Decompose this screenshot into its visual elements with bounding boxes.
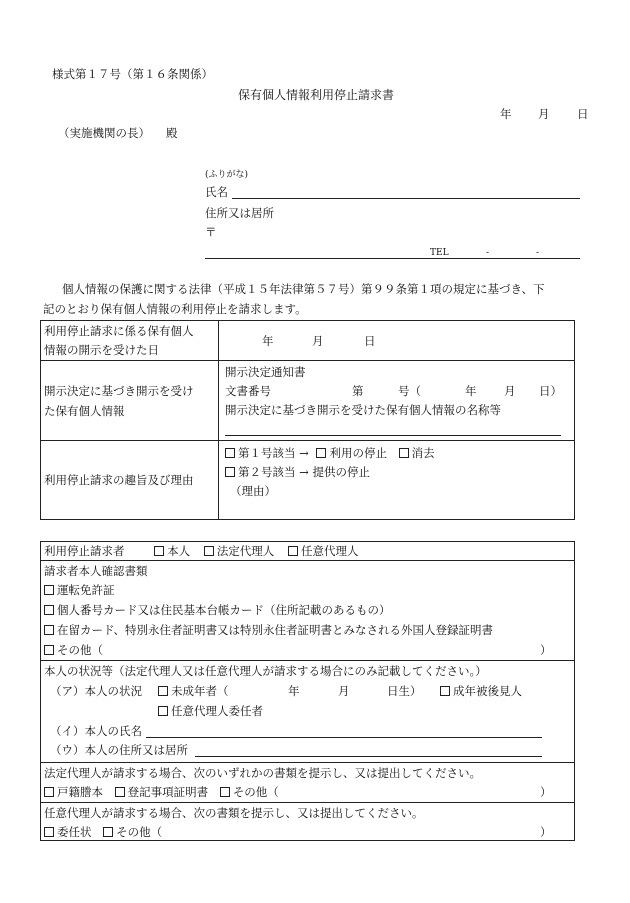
koseki-checkbox[interactable] xyxy=(44,787,54,797)
tel-separator-2: - xyxy=(536,248,540,258)
clause1-text: 第１号該当 → xyxy=(238,446,309,460)
document-number-go: 号（ xyxy=(398,384,421,398)
id-residence-option[interactable] xyxy=(44,623,493,637)
voluntary-rep-checkbox[interactable] xyxy=(288,546,298,556)
id-other-text: その他（ xyxy=(57,643,103,657)
birth-year: 年 xyxy=(288,684,300,698)
id-license-option[interactable] xyxy=(44,583,115,597)
table1-row-divider-1 xyxy=(40,360,575,361)
intro-line-2: 記のとおり保有個人情報の利用停止を請求します。 xyxy=(43,302,307,316)
address-underline[interactable] xyxy=(205,258,580,259)
legal-other-text: その他（ xyxy=(232,785,279,799)
disclosed-info-name-underline[interactable] xyxy=(225,435,561,436)
residence-card-text: 在留カード、特別永住者証明書又は特別永住者証明書とみなされる外国人登録証明書 xyxy=(57,623,493,637)
purpose-reason-label: 利用停止請求の趣旨及び理由 xyxy=(44,473,194,487)
principal-status-title: 本人の状況等（法定代理人又は任意代理人が請求する場合にのみ記載してください。） xyxy=(44,664,487,678)
voluntary-rep-docs-row xyxy=(44,825,162,839)
table2-row-divider-4 xyxy=(40,802,575,803)
license-text: 運転免許証 xyxy=(57,583,115,597)
clause2-checkbox[interactable] xyxy=(225,467,235,477)
disclosure-date-year[interactable]: 年 xyxy=(262,334,274,348)
postal-mark: 〒 xyxy=(205,225,217,239)
principal-status-label: （ア）本人の状況 xyxy=(50,684,142,698)
license-checkbox[interactable] xyxy=(44,585,54,595)
birth-day: 日生） xyxy=(387,684,422,698)
power-of-attorney-text: 委任状 xyxy=(57,825,92,839)
ward-checkbox[interactable] xyxy=(440,686,450,696)
id-other-option[interactable] xyxy=(44,643,103,657)
table2-row-divider-1 xyxy=(40,560,575,561)
furigana-label: (ふりがな) xyxy=(205,170,249,180)
self-checkbox[interactable] xyxy=(154,546,164,556)
disclosure-date-day[interactable]: 日 xyxy=(364,334,376,348)
disclosure-date-month[interactable]: 月 xyxy=(312,334,324,348)
vol-other-checkbox[interactable] xyxy=(103,827,113,837)
id-docs-title: 請求者本人確認書類 xyxy=(44,564,148,578)
disclosure-notice-label: 開示決定通知書 xyxy=(225,365,306,379)
voluntary-rep-docs-title: 任意代理人が請求する場合、次の書類を提示し、又は提出してください。 xyxy=(44,806,424,820)
document-number-label: 文書番号 xyxy=(225,384,271,398)
addressee-label: （実施機関の長） xyxy=(58,126,150,140)
clause2-option[interactable] xyxy=(225,465,370,479)
table1-column-divider xyxy=(218,320,219,520)
id-other-close: ） xyxy=(540,643,552,657)
form-title: 保有個人情報利用停止請求書 xyxy=(238,88,395,102)
minor-checkbox[interactable] xyxy=(158,686,168,696)
name-underline[interactable] xyxy=(232,198,580,199)
mynumber-text: 個人番号カード又は住民基本台帳カード（住所記載のあるもの） xyxy=(57,603,391,617)
principal-option[interactable] xyxy=(158,704,263,718)
vol-other-text: その他（ xyxy=(116,825,163,839)
minor-text: 未成年者（ xyxy=(171,684,229,698)
legal-rep-text: 法定代理人 xyxy=(216,544,275,558)
registry-checkbox[interactable] xyxy=(115,787,125,797)
requester-type-row xyxy=(44,544,358,558)
requester-type-label: 利用停止請求者 xyxy=(44,544,125,558)
vol-other-close: ） xyxy=(540,825,552,839)
mynumber-checkbox[interactable] xyxy=(44,605,54,615)
ward-text: 成年被後見人 xyxy=(453,684,522,698)
principal-name-label: （イ）本人の氏名 xyxy=(50,724,142,738)
id-mynumber-option[interactable] xyxy=(44,603,391,617)
legal-rep-docs-row xyxy=(44,785,279,799)
clause1-option[interactable] xyxy=(225,446,435,460)
self-text: 本人 xyxy=(167,544,191,558)
address-label: 住所又は居所 xyxy=(205,206,274,220)
disclosed-info-name-label: 開示決定に基づき開示を受けた保有個人情報の名称等 xyxy=(225,403,501,417)
voluntary-rep-text: 任意代理人 xyxy=(300,544,359,558)
reason-label: （理由） xyxy=(230,484,276,498)
table2-row-divider-2 xyxy=(40,660,575,661)
name-label: 氏名 xyxy=(205,185,228,199)
disclosure-date-label-2: 情報の開示を受けた日 xyxy=(44,343,159,357)
document-date-year: 年 xyxy=(465,384,477,398)
table2-row-divider-3 xyxy=(40,762,575,763)
disclosed-info-label-2: た保有個人情報 xyxy=(44,404,125,418)
koseki-text: 戸籍謄本 xyxy=(57,785,103,799)
document-number-dai: 第 xyxy=(352,384,364,398)
suspend-use-text: 利用の停止 xyxy=(329,446,387,460)
legal-rep-docs-title: 法定代理人が請求する場合、次のいずれかの書類を提示し、又は提出してください。 xyxy=(44,766,481,780)
date-month: 月 xyxy=(538,107,550,121)
id-other-checkbox[interactable] xyxy=(44,645,54,655)
tel-separator-1: - xyxy=(486,248,490,258)
document-date-day: 日） xyxy=(539,384,562,398)
table1-row-divider-2 xyxy=(40,440,575,441)
ward-option[interactable] xyxy=(440,684,522,698)
erase-text: 消去 xyxy=(411,446,435,460)
principal-address-underline[interactable] xyxy=(195,756,542,757)
tel-label: TEL xyxy=(430,248,449,258)
suspend-use-checkbox[interactable] xyxy=(316,448,326,458)
birth-month: 月 xyxy=(338,684,350,698)
erase-checkbox[interactable] xyxy=(399,448,409,458)
principal-name-underline[interactable] xyxy=(146,737,542,738)
date-day: 日 xyxy=(577,107,589,121)
disclosed-info-label-1: 開示決定に基づき開示を受け xyxy=(44,384,194,398)
document-date-month: 月 xyxy=(504,384,516,398)
legal-other-close: ） xyxy=(540,785,552,799)
minor-option[interactable] xyxy=(158,684,229,698)
principal-text: 任意代理人委任者 xyxy=(171,704,263,718)
legal-other-checkbox[interactable] xyxy=(220,787,230,797)
clause1-checkbox[interactable] xyxy=(225,448,235,458)
clause2-text: 第２号該当 → 提供の停止 xyxy=(238,465,370,479)
form-number: 様式第１７号（第１６条関係） xyxy=(52,67,213,81)
disclosure-date-label-1: 利用停止請求に係る保有個人 xyxy=(44,324,194,338)
principal-checkbox[interactable] xyxy=(158,706,168,716)
addressee-suffix: 殿 xyxy=(166,126,178,140)
power-of-attorney-checkbox[interactable] xyxy=(44,827,54,837)
intro-line-1: 個人情報の保護に関する法律（平成１５年法律第５７号）第９９条第１項の規定に基づき、下 xyxy=(62,282,545,296)
principal-address-label: （ウ）本人の住所又は居所 xyxy=(50,743,188,757)
residence-card-checkbox[interactable] xyxy=(44,625,54,635)
legal-rep-checkbox[interactable] xyxy=(204,546,214,556)
registry-text: 登記事項証明書 xyxy=(127,785,209,799)
date-year: 年 xyxy=(500,107,512,121)
